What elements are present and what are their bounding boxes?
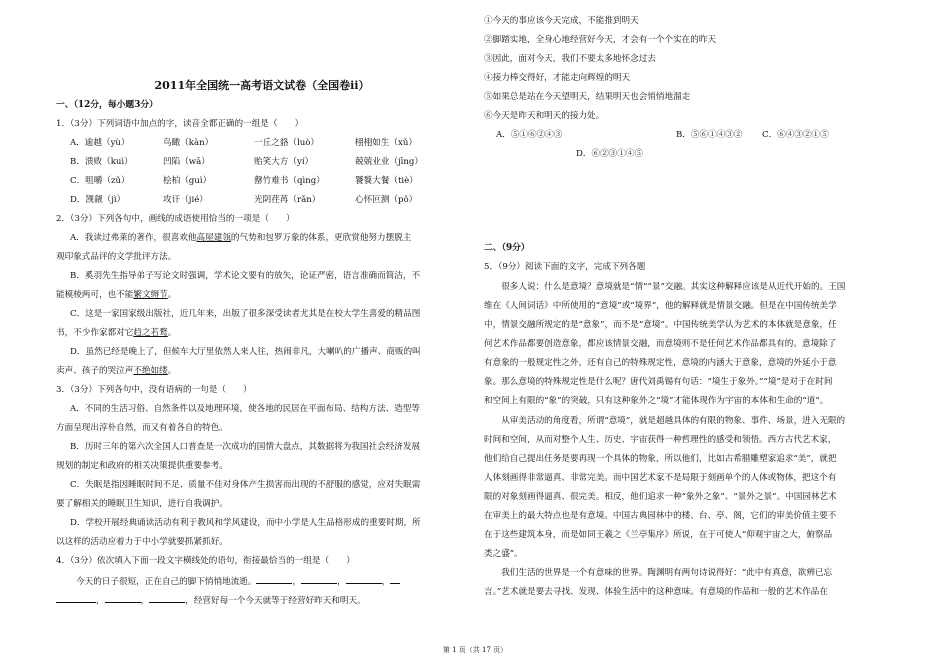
q4-sentence-6: ⑥今天是昨天和明天的接力处。 [484,111,605,121]
passage-line: 和空间上有限的“象”的突破，只有这种象外之“境”才能体现作为宇宙的本体和生命的“道”。 [484,396,829,406]
q1-a-1: A．逾越（yù） [70,138,130,148]
q1-d-3: 光阴荏苒（rǎn） [254,195,321,205]
passage-line: 在审美上的最大特点也是有意境。中国古典园林中的楼、台、亭、阁，它们的审美价值主要不 [484,511,837,521]
q2-b-text: 能模棱两可，也不能 [56,290,134,300]
passage-line: 类之盛”。 [484,549,523,559]
q3-option-d-line2: 以这样的活动应着力于中小学就要抓紧抓好。 [56,537,228,547]
passage-line: 言。”艺术就是要去寻找、发现、体验生活中的这种意味。有意境的作品和一般的艺术作品在 [484,587,828,597]
q5-stem: 5．（9分）阅读下面的文字，完成下列各题 [484,262,646,272]
q2-b-text-tail: 。 [167,290,177,300]
q2-option-b-line2 [56,289,176,301]
q3-option-b-line2: 规划的制定和政府的相关决策提供重要参考。 [56,461,228,471]
q4-blank-5 [56,593,96,603]
q2-d-underlined-idiom: 不绝如缕 [133,366,168,376]
q1-c-1: C．咀嚼（zǔ） [70,176,130,186]
q2-a-text: A．我读过弗莱的著作，很喜欢他 [70,233,197,243]
q2-b-underlined-idiom: 繁文缛节 [133,290,168,300]
q4-sentence-1: ①今天的事应该今天完成，不能推到明天 [484,16,639,26]
q2-option-b-line1: B．奚羽先生指导弟子写论文时强调，学术论文要有的放矢，论证严密，语言准确而简洁，不 [70,271,421,281]
q4-intro-text: 今天的日子很短，正在自己的脚下悄悄地流逝。 [76,577,257,587]
q1-option-row-c [70,175,468,187]
passage-line: 他们给自己提出任务是要再现一个具体的物象，所以他们，比如古希腊雕塑家追求“美”，就把 [484,454,837,464]
passage-line: 人体刻画得非常逼真、非常完美。而中国艺术家不是局限于刻画单个的人体或物体，把这个有 [484,473,837,483]
page-footer: 第 1 页（共 17 页） [442,646,508,654]
q4-option-c: C．⑥④③②①⑤ [762,130,829,140]
q4-blank-1 [256,574,292,584]
q2-c-text-tail: 。 [167,328,177,338]
q3-option-b-line1: B．历时三年的第六次全国人口普查是一次成功的国情大盘点，其数据将为我国社会经济发展 [70,442,421,452]
q2-d-text: 卖声、孩子的哭泣声 [56,366,134,376]
q4-options-row-1 [496,129,904,141]
section-1-heading: 一、（12分，每小题3分） [56,100,158,110]
q1-a-3: 一丘之貉（luò） [254,138,320,148]
q4-sentence-3: ③因此，面对今天，我们不要太多地怀念过去 [484,54,656,64]
q4-blank-6 [105,593,141,603]
q4-blank-2 [301,574,337,584]
passage-line: 从审美活动的角度看，所谓“意境”，就是超越具体的有限的物象、事件、场景，进入无限的 [484,416,846,426]
passage-line: 时间和空间，从而对整个人生、历史、宇宙获得一种哲理性的感受和领悟。西方古代艺术家， [484,435,837,445]
q1-option-row-d [70,194,468,206]
q4-blank-4 [390,574,400,584]
passage-line: 有意象的一般规定性之外，还有自己的特殊规定性，意境的内涵大于意象，意境的外延小于意 [484,358,837,368]
q1-b-4: 兢兢业业（jīng） [355,157,424,167]
q2-d-text-tail: 。 [167,366,177,376]
q2-option-d-line2 [56,365,176,377]
q4-closing-text: ，经营好每一个今天就等于经营好昨天和明天。 [185,596,366,606]
q2-option-d-line1: D．虽然已经是晚上了，但候车大厅里依然人来人往，热闹非凡，大喇叭的广播声、商贩的叫 [70,347,421,357]
q1-stem: 1．（3分）下列词语中加点的字，读音全都正确的一组是（ ） [56,119,304,129]
q4-option-d: D．⑥②③①④⑤ [576,149,644,159]
q4-stem: 4．（3分）依次填入下面一段文字横线处的语句，衔接最恰当的一组是（ ） [56,556,355,566]
passage-line: 中，情景交融所规定的是“意象”，而不是“意境”。中国传统美学认为艺术的本体就是意象，任 [484,320,837,330]
q4-sentence-2: ②脚踏实地，全身心地经营好今天，才会有一个个实在的昨天 [484,35,717,45]
passage-line: 在于这些建筑本身，而是如同王羲之《兰亭集序》所说，在于可使人“仰观宇宙之大，俯察品 [484,530,833,540]
q1-b-1: B．溃败（kuì） [70,157,133,167]
q4-sentence-4: ④接力棒交得好，才能走向辉煌的明天 [484,73,631,83]
q3-option-a-line2: 方面呈现出淳朴自然，而又有着各自的特色。 [56,423,228,433]
passage-line: 象。那么意境的特殊规定性是什么呢？唐代刘禹锡有句话：“境生于象外。”“境”是对于在时间 [484,377,833,387]
q4-option-a: A．⑤①⑥②④③ [496,130,563,140]
q2-stem: 2．（3分）下列各句中，画线的成语使用恰当的一项是（ ） [56,214,295,224]
passage-line: 维在《人间词话》中所使用的“意境”或“境界”，他的解释就是情景交融。但是在中国传统美学 [484,301,837,311]
q3-option-d-line1: D．学校开展经典诵读活动有利于教风和学风建设，而中小学是人生品格形成的重要时期，所 [70,518,421,528]
passage-line: 我们生活的世界是一个有意味的世界。陶渊明有两句诗说得好：“此中有真意，欲辨已忘 [484,568,833,578]
q2-option-c-line1: C．这是一家国家级出版社，近几年来，出版了很多深受读者尤其是在校大学生喜爱的精品图 [70,309,421,319]
q1-a-4: 栩栩如生（xǔ） [355,138,417,148]
q3-option-c-line2: 要了解相关的睡眠卫生知识，进行自我调护。 [56,499,228,509]
q1-option-row-b [70,156,468,168]
q2-c-underlined-idiom: 趋之若鹜 [133,328,168,338]
q1-c-3: 罄竹难书（qìng） [254,176,325,186]
q4-sentence-5: ⑤如果总是站在今天望明天，结果明天也会悄悄地溜走 [484,92,691,102]
q2-a-underlined-idiom: 高屋建瓴 [196,233,231,243]
q3-option-c-line1: C．失眠是指因睡眠时间不足、质量不佳对身体产生损害而出现的不舒服的感觉，应对失眠需 [70,480,421,490]
q1-c-2: 桧柏（guì） [163,176,212,186]
q2-option-c-line2 [56,327,176,339]
exam-title: 2011年全国统一高考语文试卷（全国卷ⅱ） [154,79,370,92]
q4-text-line2: ， ， ，经营好每一个今天就等于经营好昨天和明天。 [56,593,366,605]
q1-option-row-a [70,137,468,149]
q1-d-1: D．觊觎（jì） [70,195,126,205]
q3-stem: 3．（3分）下列各句中，没有语病的一句是（ ） [56,385,252,395]
q1-d-2: 攻讦（jié） [163,195,208,205]
q1-c-4: 饕餮大餐（tiè） [355,176,418,186]
q4-blank-3 [346,574,382,584]
q2-c-text: 书，不少作家都对它 [56,328,134,338]
q2-option-a-line1 [70,232,411,244]
q2-option-a-line2: 观印象式品评的文学批评方法。 [56,252,177,262]
q4-option-b: B．⑤⑥①④③② [676,130,743,140]
passage-line: 何艺术作品都要创造意象，都应该情景交融，而意境则不是任何艺术作品都具有的。意境除了 [484,339,837,349]
q2-a-text-tail: 的气势和包罗万象的体系，更欣赏他努力摆脱主 [230,233,412,243]
passage-line: 很多人说：什么是意境？意境就是“情”“景”交融。其实这种解释应该是从近代开始的。王国 [484,282,846,292]
section-2-heading: 二、（9分） [484,243,530,253]
q1-d-4: 心怀叵测（pǒ） [355,195,418,205]
q3-option-a-line1: A．不同的生活习俗、自然条件以及地理环境，使各地的民居在平面布局、结构方法、造型等 [70,404,420,414]
q4-blank-7 [149,593,185,603]
q1-b-3: 贻笑大方（yí） [254,157,314,167]
q4-text-line1: 今天的日子很短，正在自己的脚下悄悄地流逝。 ， ， ， [76,574,400,586]
passage-line: 限的对象刻画得逼真、很完美。相反，他们追求一种“象外之象”、“景外之景”。中国园林艺术 [484,492,837,502]
q1-a-2: 鸟瞰（kàn） [163,138,214,148]
q1-b-2: 凹陷（wā） [163,157,210,167]
